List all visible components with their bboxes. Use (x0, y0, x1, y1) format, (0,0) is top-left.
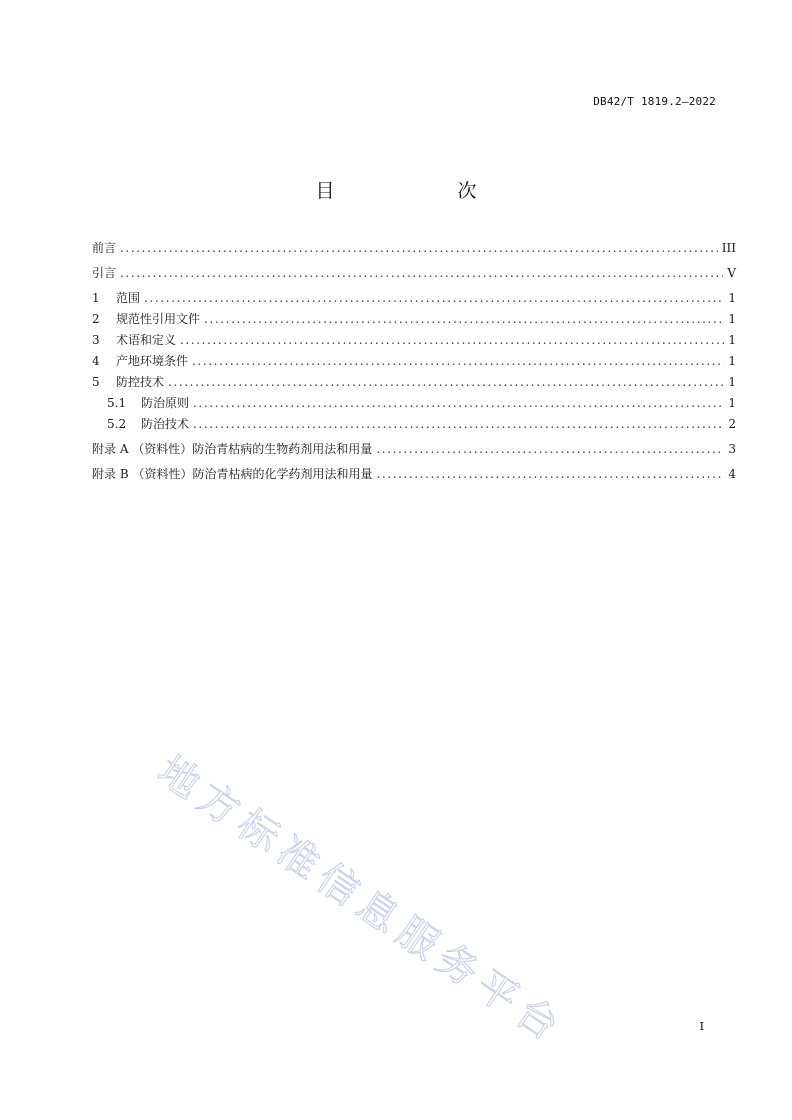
toc-entry-number: 5.2 (107, 417, 127, 431)
toc-entry-page: 1 (728, 354, 736, 368)
toc-leader-dots (120, 238, 718, 259)
toc-entry-scope[interactable] (92, 288, 736, 309)
toc-entry-label: 术语和定义 (116, 333, 177, 347)
toc-entry-environment-conditions[interactable] (92, 351, 736, 372)
toc-entry-control-methods[interactable] (92, 414, 736, 435)
page-number: I (699, 1020, 704, 1033)
toc-entry-page: 4 (728, 467, 736, 481)
toc-leader-dots (376, 464, 724, 485)
toc-leader-dots (204, 309, 724, 330)
toc-entry-page: III (721, 241, 736, 255)
toc-entry-terms-definitions[interactable] (92, 330, 736, 351)
toc-entry-label: 防治原则 (141, 396, 190, 410)
toc-entry-label: 附录 A （资料性）防治青枯病的生物药剂用法和用量 (92, 442, 373, 456)
toc-leader-dots (180, 330, 724, 351)
toc-entry-page: 2 (728, 417, 736, 431)
toc-entry-number: 3 (92, 333, 100, 347)
toc-entry-label: 附录 B （资料性）防治青枯病的化学药剂用法和用量 (92, 467, 373, 481)
toc-entry-foreword[interactable] (92, 238, 736, 259)
toc-entry-page: 1 (728, 333, 736, 347)
toc-entry-page: 1 (728, 291, 736, 305)
toc-entry-page: 3 (728, 442, 736, 456)
toc-leader-dots (168, 372, 724, 393)
toc-entry-number: 5 (92, 375, 100, 389)
toc-entry-label: 范围 (116, 291, 141, 305)
toc-entry-page: V (727, 266, 736, 280)
toc-entry-page: 1 (728, 375, 736, 389)
toc-entry-number: 2 (92, 312, 100, 326)
toc-entry-number: 5.1 (107, 396, 127, 410)
toc-entry-control-principles[interactable] (92, 393, 736, 414)
toc-title: 目 次 (315, 180, 529, 202)
toc-entry-introduction[interactable] (92, 263, 736, 284)
document-code: DB42/T 1819.2—2022 (593, 95, 716, 108)
toc-entry-label: 前言 (92, 241, 117, 255)
toc-entry-appendix-b[interactable] (92, 464, 736, 485)
toc-leader-dots (144, 288, 724, 309)
toc-entry-appendix-a[interactable] (92, 439, 736, 460)
toc-entry-label: 防控技术 (116, 375, 165, 389)
watermark: 地方标准信息服务平台 (149, 747, 573, 1055)
toc-entry-number: 4 (92, 354, 100, 368)
toc-entry-page: 1 (728, 396, 736, 410)
toc-leader-dots (120, 263, 723, 284)
toc-leader-dots (192, 351, 724, 372)
toc-entry-label: 引言 (92, 266, 117, 280)
toc-entry-normative-references[interactable] (92, 309, 736, 330)
toc-entry-label: 产地环境条件 (116, 354, 189, 368)
toc-entry-label: 防治技术 (141, 417, 190, 431)
toc-leader-dots (376, 439, 724, 460)
toc-leader-dots (193, 414, 724, 435)
table-of-contents (92, 238, 736, 485)
toc-entry-number: 1 (92, 291, 100, 305)
toc-entry-control-techniques[interactable] (92, 372, 736, 393)
toc-entry-label: 规范性引用文件 (116, 312, 201, 326)
toc-entry-page: 1 (728, 312, 736, 326)
toc-leader-dots (193, 393, 724, 414)
